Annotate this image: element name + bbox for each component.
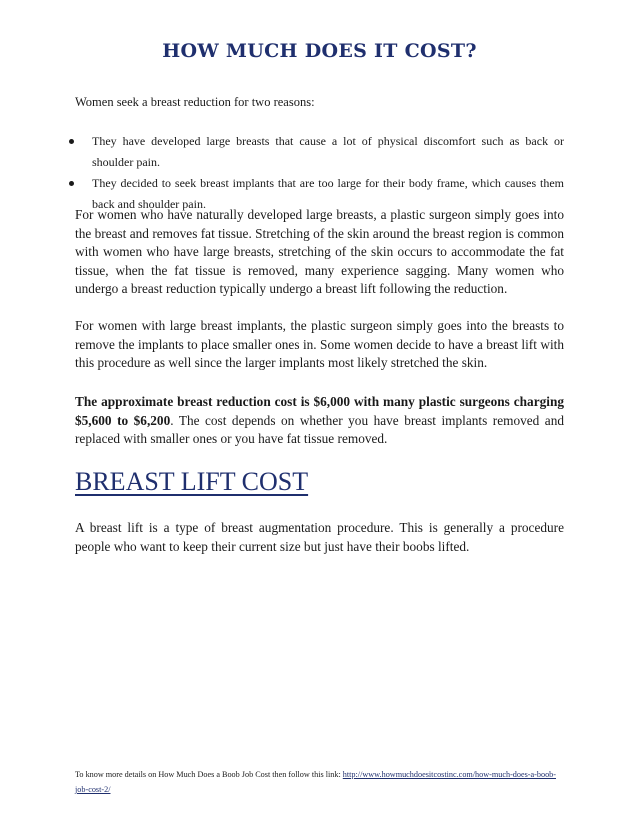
footer-link[interactable]: http://www.howmuchdoesitcostinc.com/how-much-does-a-boob-job-cost-2/ <box>75 770 556 794</box>
footer-text: To know more details on How Much Does a Boob Job Cost then follow this link: <box>75 770 343 779</box>
bullet-icon <box>69 139 74 144</box>
paragraph-breast-lift: A breast lift is a type of breast augmentation procedure. This is generally a procedure people who want to keep their current size but just have their boobs lifted. <box>75 520 564 554</box>
document-page <box>75 0 564 826</box>
list-item <box>75 131 564 173</box>
footer-note <box>75 767 564 797</box>
bullet-icon <box>69 181 74 186</box>
reasons-list <box>75 131 564 215</box>
paragraph-cost <box>75 393 564 449</box>
page-title: HOW MUCH DOES IT COST? <box>162 40 477 62</box>
cost-details: . The cost depends on whether you have breast implants removed and replaced with smaller ones or you have fat tissue removed. <box>75 412 565 447</box>
paragraph-implants: For women with large breast implants, the plastic surgeon simply goes into the breasts to remove the implants to place smaller ones in. Some women decide to have a breast lift with this procedure as well since the larger implants most likely stretched the skin. <box>75 318 564 371</box>
section-heading-breast-lift: BREAST LIFT COST <box>75 467 309 496</box>
list-item-text: They decided to seek breast implants that are too large for their body frame, which causes them back and shoulder pain. <box>92 176 564 211</box>
paragraph-natural-breasts: For women who have naturally developed large breasts, a plastic surgeon simply goes into the breast and removes fat tissue. Stretching of the skin around the breast region is common with women who have large breasts, stretching of the skin occurs to accommodate the fat tissue, when the fat tissue is removed, many experience sagging. Many women who undergo a breast reduction typically undergo a breast lift following the reduction. <box>75 207 564 297</box>
cost-highlight: The approximate breast reduction cost is $6,000 with many plastic surgeons charging $5,600 to $6,200 <box>75 394 564 428</box>
intro-text: Women seek a breast reduction for two reasons: <box>75 95 315 109</box>
list-item-text: They have developed large breasts that cause a lot of physical discomfort such as back or shoulder pain. <box>92 134 564 169</box>
